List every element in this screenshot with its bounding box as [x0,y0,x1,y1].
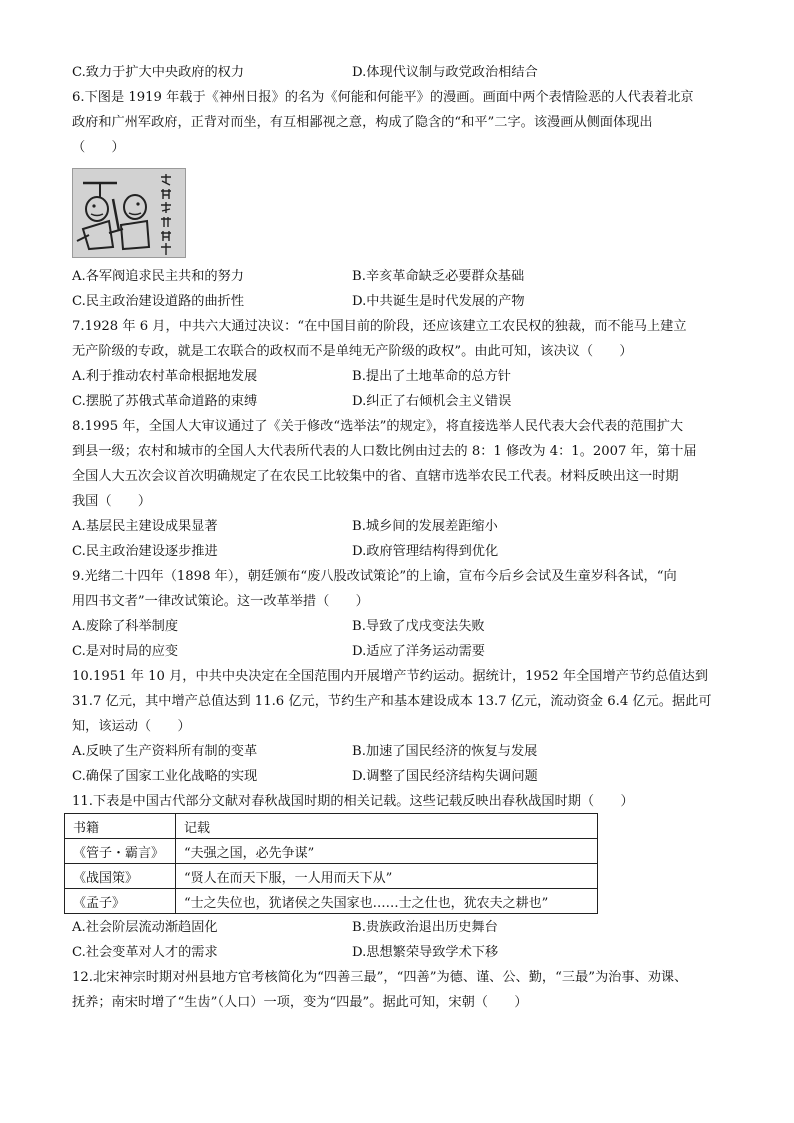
q9-option-b: B.导致了戊戌变法失败 [352,619,485,634]
q8-option-d: D.政府管理结构得到优化 [352,544,499,559]
table-cell-record: “夫强之国，必先争谋” [176,839,598,864]
q7-option-a: A.利于推动农村革命根据地发展 [72,369,258,384]
q11-option-b: B.贵族政治退出历史舞台 [352,920,498,935]
q11-table [64,813,598,914]
table-cell-book: 《孟子》 [65,889,176,914]
q10-option-c: C.确保了国家工业化战略的实现 [72,769,258,784]
q10-option-a: A.反映了生产资料所有制的变革 [72,744,258,759]
table-header-cell: 记载 [176,814,598,839]
q8-stem-line3: 全国人大五次会议首次明确规定了在农民工比较集中的省、直辖市选举农民工代表。材料反映出这一时期 [72,469,679,484]
q6-cartoon-image [72,168,186,258]
q6-option-d: D.中共诞生是时代发展的产物 [352,294,525,309]
q5-option-c: C.致力于扩大中央政府的权力 [72,65,245,80]
q7-stem-line1: 7.1928 年 6 月，中共六大通过决议：“在中国目前的阶段，还应该建立工农民权的独裁，而不能马上建立 [72,319,687,334]
q8-stem-line4: 我国（ ） [72,494,152,509]
q7-option-b: B.提出了土地革命的总方针 [352,369,511,384]
table-cell-book: 《战国策》 [65,864,176,889]
q7-stem-line2: 无产阶级的专政，就是工农联合的政权而不是单纯无产阶级的政权”。由此可知，该决议（ ） [72,344,633,359]
q8-stem-line1: 8.1995 年，全国人大审议通过了《关于修改“选举法”的规定》，将直接选举人民代表大会代表的范围扩大 [72,419,684,434]
q11-option-c: C.社会变革对人才的需求 [72,945,218,960]
q5-option-d: D.体现代议制与政党政治相结合 [352,65,538,80]
q6-stem-line2: 政府和广州军政府，正背对而坐，有互相鄙视之意，构成了隐含的“和平”二字。该漫画从侧面体现出 [72,115,653,130]
q8-stem-line2: 到县一级；农村和城市的全国人大代表所代表的人口数比例由过去的 8：1 修改为 4：1。2007 年，第十届 [72,444,697,459]
q9-option-d: D.适应了洋务运动需要 [352,644,485,659]
q6-stem-line1: 6.下图是 1919 年载于《神州日报》的名为《何能和何能平》的漫画。画面中两个表情险恶的人代表着北京 [72,90,694,105]
q10-stem-line1: 10.1951 年 10 月，中共中央决定在全国范围内开展增产节约运动。据统计，1952 年全国增产节约总值达到 [72,669,708,684]
q8-option-a: A.基层民主建设成果显著 [72,519,218,534]
q9-stem-line1: 9.光绪二十四年（1898 年），朝廷颁布“废八股改试策论”的上谕，宣布今后乡会试及生童岁科各试，“向 [72,569,677,584]
q6-option-c: C.民主政治建设道路的曲折性 [72,294,245,309]
table-cell-record: “士之失位也，犹诸侯之失国家也……士之仕也，犹农夫之耕也” [176,889,598,914]
q9-stem-line2: 用四书文者”一律改试策论。这一改革举措（ ） [72,594,369,609]
table-row [65,839,598,864]
q10-option-d: D.调整了国民经济结构失调问题 [352,769,538,784]
q10-stem-line2: 31.7 亿元，其中增产总值达到 11.6 亿元，节约生产和基本建设成本 13.7 亿元，流动资金 6.4 亿元。据此可 [72,694,712,709]
q6-option-a: A.各军阀追求民主共和的努力 [72,269,244,284]
q11-option-d: D.思想繁荣导致学术下移 [352,945,499,960]
table-cell-book: 《管子・霸言》 [65,839,176,864]
table-row [65,864,598,889]
q9-option-a: A.废除了科举制度 [72,619,179,634]
q6-stem-line3: （ ） [72,140,125,155]
q8-option-c: C.民主政治建设逐步推进 [72,544,218,559]
q8-option-b: B.城乡间的发展差距缩小 [352,519,498,534]
q10-stem-line3: 知，该运动（ ） [72,719,191,734]
q9-option-c: C.是对时局的应变 [72,644,179,659]
q11-option-a: A.社会阶层流动渐趋固化 [72,920,218,935]
table-row [65,889,598,914]
q12-stem-line2: 抚养；南宋时增了“生齿”（人口）一项，变为“四最”。据此可知，宋朝（ ） [72,995,528,1010]
q11-stem: 11.下表是中国古代部分文献对春秋战国时期的相关记载。这些记载反映出春秋战国时期（ ） [72,794,634,809]
q12-stem-line1: 12.北宋神宗时期对州县地方官考核简化为“四善三最”，“四善”为德、谨、公、勤，“三最”为治事、劝课、 [72,970,688,985]
table-cell-record: “贤人在而天下服，一人用而天下从” [176,864,598,889]
q7-option-c: C.摆脱了苏俄式革命道路的束缚 [72,394,258,409]
q6-option-b: B.辛亥革命缺乏必要群众基础 [352,269,525,284]
cartoon-drawing [73,169,185,257]
table-header-cell: 书籍 [65,814,176,839]
table-header-row [65,814,598,839]
q10-option-b: B.加速了国民经济的恢复与发展 [352,744,538,759]
q7-option-d: D.纠正了右倾机会主义错误 [352,394,512,409]
